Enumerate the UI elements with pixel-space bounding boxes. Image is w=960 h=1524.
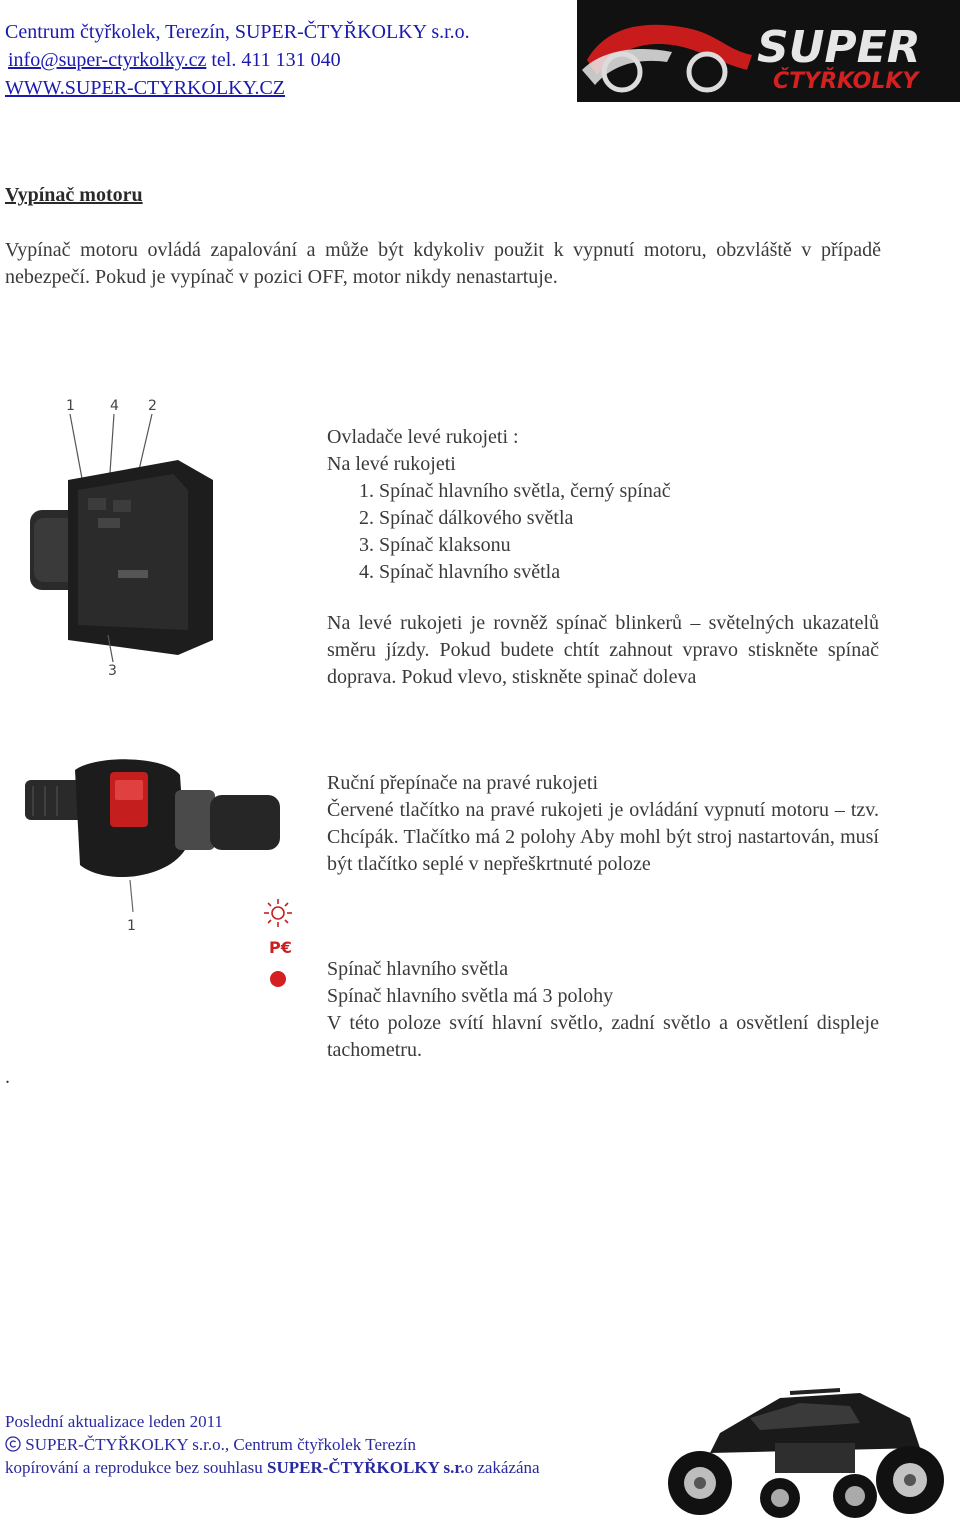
engine-switch-description: Vypínač motoru ovládá zapalování a může být kdykoliv použit k vypnutí motoru, obzvláště v případě nebezpečí. Pokud je vypínač v pozici OFF, motor nikdy nenastartuje.	[5, 239, 881, 288]
company-name: entrum čtyřkolek, Terezín, SUPER-ČTYŘKOLKY s.r.o.	[18, 21, 470, 43]
footer-copy-notice	[5, 1456, 540, 1479]
website-line	[5, 74, 285, 102]
left-handlebar-image	[28, 390, 228, 680]
list-item: 4. Spínač hlavního světla	[359, 561, 561, 583]
callout-1: 1	[66, 398, 75, 414]
footer-copy-brand: SUPER-ČTYŘKOLKY s.r.	[267, 1458, 465, 1477]
headlight-title: Spínač hlavního světla	[327, 958, 509, 980]
section-heading-engine-switch: Vypínač motoru	[5, 184, 143, 206]
website-link[interactable]: WWW.SUPER-CTYRKOLKY.CZ	[5, 77, 286, 99]
left-controls-block	[327, 424, 881, 586]
headlight-switch-icons	[255, 895, 305, 995]
headlight-sun-icon	[255, 895, 305, 995]
off-dot-icon	[270, 971, 286, 987]
footer-copyright-text: SUPER-ČTYŘKOLKY s.r.o., Centrum čtyřkolek Terezín	[21, 1435, 416, 1454]
turn-signal-note: Na levé rukojeti je rovněž spínač blinkerů – světelných ukazatelů směru jízdy. Pokud budete chtít zahnout vpravo stiskněte spínač doprava. Pokud vlevo, stiskněte spinač doleva	[327, 612, 879, 688]
left-controls-subtitle: Na levé rukojeti	[327, 453, 456, 475]
footer	[5, 1410, 540, 1479]
footer-copy-prefix: kopírování a reprodukce bez souhlasu	[5, 1458, 267, 1477]
footer-copy-suffix: o zakázána	[464, 1458, 540, 1477]
callout-3: 3	[108, 663, 117, 679]
list-item: 1. Spínač hlavního světla, černý spínač	[359, 480, 671, 502]
stray-dot: .	[5, 1066, 10, 1088]
left-controls-title: Ovladače levé rukojeti :	[327, 426, 519, 448]
company-initial: C	[5, 21, 19, 43]
footer-updated: Poslední aktualizace leden 2011	[5, 1412, 223, 1431]
callout-2: 2	[148, 398, 157, 414]
headlight-block	[327, 956, 879, 1064]
left-handlebar-photo	[28, 390, 228, 680]
atv-photo	[660, 1388, 960, 1519]
callout-right-1: 1	[127, 918, 136, 934]
logo-subtext: ČTYŘKOLKY	[773, 69, 919, 94]
company-logo	[577, 0, 960, 102]
right-handlebar-image	[15, 750, 285, 940]
logo-graphic	[577, 0, 960, 102]
copyright-icon	[5, 1436, 21, 1452]
right-handlebar-photo	[15, 750, 285, 940]
callout-4: 4	[110, 398, 119, 414]
phone-number: tel. 411 131 040	[206, 49, 341, 71]
headlight-subtitle: Spínač hlavního světla má 3 polohy	[327, 985, 614, 1007]
position-light-icon: P€	[269, 938, 292, 957]
footer-copyright	[5, 1433, 540, 1456]
contact-line	[8, 46, 341, 74]
right-controls-title: Ruční přepínače na pravé rukojeti	[327, 772, 598, 794]
list-item: 3. Spínač klaksonu	[359, 534, 511, 556]
list-item: 2. Spínač dálkového světla	[359, 507, 574, 529]
atv-image	[660, 1388, 960, 1519]
headlight-description: V této poloze svítí hlavní světlo, zadní světlo a osvětlení displeje tachometru.	[327, 1012, 879, 1061]
logo-text: SUPER	[757, 22, 921, 73]
kill-switch-description: Červené tlačítko na pravé rukojeti je ovládání vypnutí motoru – tzv. Chcípák. Tlačítko má 2 polohy Aby mohl být stroj nastartován, musí být tlačítko seplé v nepřeškrtnuté poloze	[327, 799, 879, 875]
email-link[interactable]: info@super-ctyrkolky.cz	[8, 49, 207, 71]
company-line	[5, 18, 470, 46]
